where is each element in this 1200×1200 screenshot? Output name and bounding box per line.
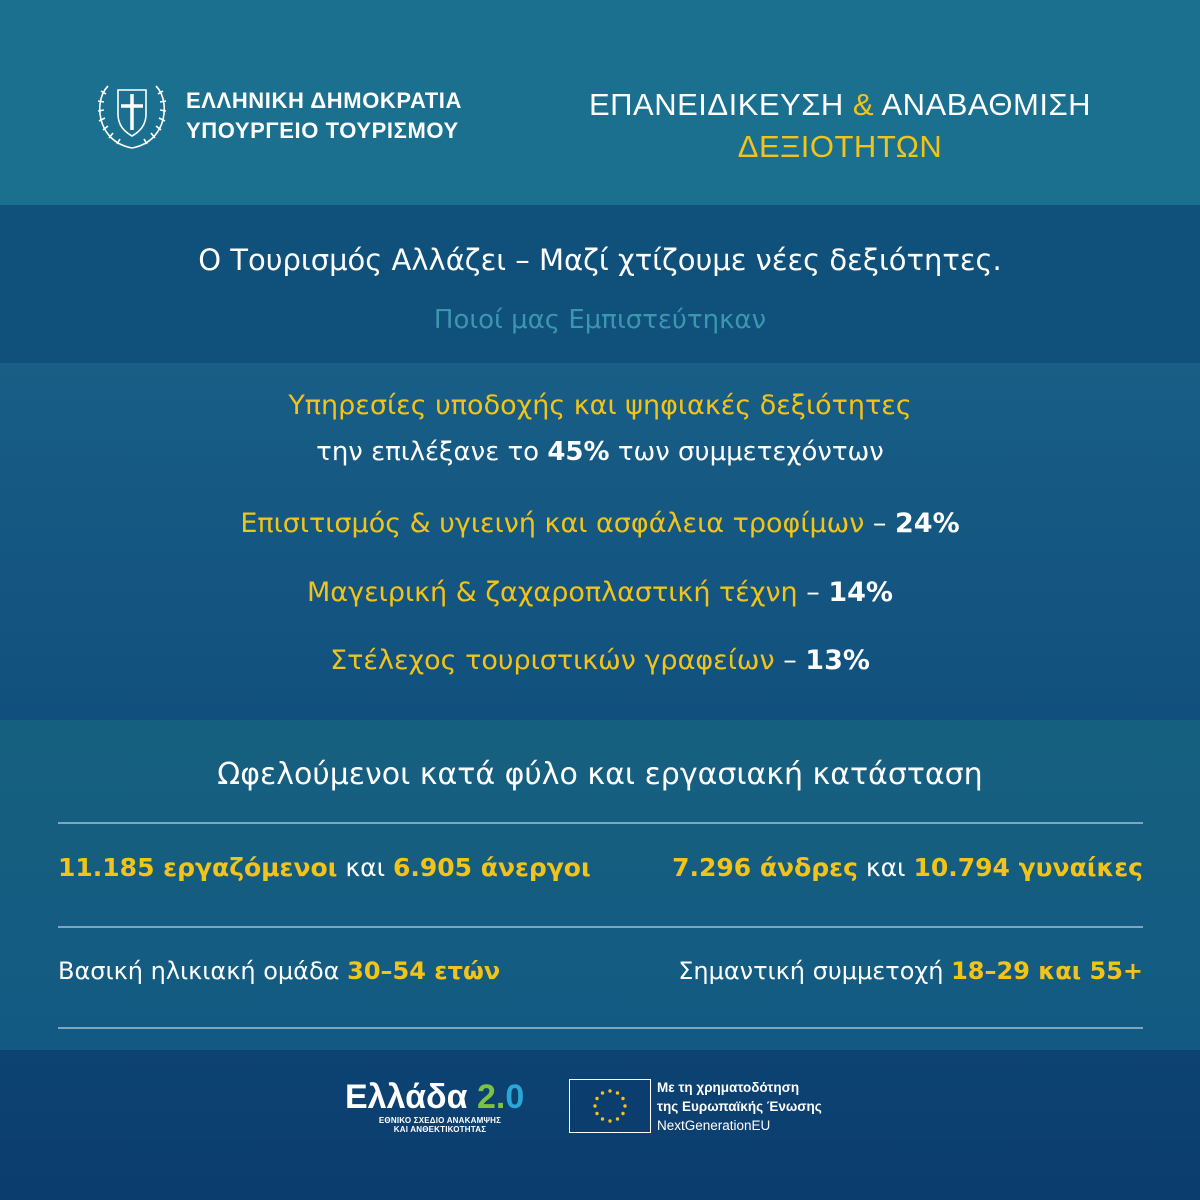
top-preference-text-b: των συμμετεχόντων [609, 437, 884, 467]
ellada-word: Ελλάδα [345, 1078, 477, 1116]
preference-separator: – [774, 645, 806, 676]
age-other-stat [678, 957, 1143, 985]
top-preference-percent: 45% [547, 437, 610, 467]
ministry-name [186, 86, 462, 146]
age-main-value: 30–54 ετών [347, 957, 501, 985]
preference-percent: 24% [895, 508, 960, 539]
program-title-line1 [560, 84, 1120, 126]
employment-stat [58, 853, 591, 882]
employed-count: 11.185 εργαζόμενοι [58, 853, 338, 882]
eu-funding-line1: Με τη χρηματοδότηση [657, 1080, 800, 1095]
preference-percent: 14% [828, 577, 893, 608]
age-main-stat [58, 957, 500, 985]
ellada-2-logo [345, 1078, 545, 1148]
age-other-label: Σημαντική συμμετοχή [678, 957, 952, 985]
ministry-line1: ΕΛΛΗΝΙΚΗ ΔΗΜΟΚΡΑΤΙΑ [186, 88, 462, 113]
eu-star [595, 1112, 598, 1115]
preference-separator: – [864, 508, 895, 539]
divider [58, 822, 1143, 824]
preference-separator: – [797, 577, 829, 608]
greek-emblem-icon [92, 74, 172, 154]
eu-star [621, 1097, 624, 1100]
ellada-subtitle-line1: ΕΘΝΙΚΟ ΣΧΕΔΙΟ ΑΝΑΚΑΜΨΗΣ [378, 1116, 502, 1125]
beneficiaries-title: Ωφελούμενοι κατά φύλο και εργασιακή κατάσταση [217, 757, 983, 792]
eu-star [601, 1091, 604, 1094]
headline-subtitle: Ποιοί μας Εμπιστεύτηκαν [433, 305, 767, 335]
eu-star [621, 1112, 624, 1115]
ellada-version-a: 2. [476, 1078, 506, 1116]
preference-item [0, 577, 1200, 608]
top-preference-text-a: την επιλέξανε το [316, 437, 548, 467]
program-title-line2: ΔΕΞΙΟΤΗΤΩΝ [737, 129, 943, 164]
program-word-reskilling: ΕΠΑΝΕΙΔΙΚΕΥΣΗ [588, 87, 853, 122]
ellada-2-wordmark [345, 1078, 545, 1116]
employment-and: και [337, 853, 393, 882]
program-word-upgrade: ΑΝΑΒΑΘΜΙΣΗ [874, 87, 1092, 122]
ellada-version-b: 0 [505, 1078, 525, 1116]
eu-star [601, 1117, 604, 1120]
age-other-value: 18–29 και 55+ [951, 957, 1143, 985]
ellada-subtitle-line2: ΚΑΙ ΑΝΘΕΚΤΙΚΟΤΗΤΑΣ [393, 1125, 487, 1134]
top-preference-label: Υπηρεσίες υποδοχής και ψηφιακές δεξιότητες [288, 390, 912, 421]
headline-band [0, 205, 1200, 363]
program-ampersand: & [852, 87, 875, 122]
eu-star [616, 1091, 619, 1094]
gender-and: και [857, 853, 914, 882]
ministry-line2: ΥΠΟΥΡΓΕΙΟ ΤΟΥΡΙΣΜΟΥ [186, 118, 459, 143]
headline-title: Ο Τουρισμός Αλλάζει – Μαζί χτίζουμε νέες δεξιότητες. [198, 243, 1002, 277]
eu-star [593, 1104, 596, 1107]
eu-flag-icon [569, 1079, 651, 1133]
preference-label: Στέλεχος τουριστικών γραφείων [330, 645, 775, 676]
top-preference-text [0, 437, 1200, 467]
men-count: 7.296 άνδρες [672, 853, 858, 882]
age-main-label: Βασική ηλικιακή ομάδα [58, 957, 348, 985]
gender-stat [672, 853, 1143, 882]
divider [58, 926, 1143, 928]
women-count: 10.794 γυναίκες [913, 853, 1143, 882]
preference-item [0, 645, 1200, 676]
eu-funding-line3: NextGenerationEU [657, 1118, 771, 1133]
preference-label: Επισιτισμός & υγιεινή και ασφάλεια τροφίμων [240, 508, 865, 539]
divider [58, 1027, 1143, 1029]
preference-item [0, 508, 1200, 539]
eu-star [623, 1104, 626, 1107]
eu-star [595, 1097, 598, 1100]
eu-star [608, 1089, 611, 1092]
eu-funding-text [657, 1078, 822, 1135]
eu-star [608, 1119, 611, 1122]
preference-percent: 13% [805, 645, 870, 676]
program-title [560, 84, 1120, 168]
eu-star [616, 1117, 619, 1120]
preference-label: Μαγειρική & ζαχαροπλαστική τέχνη [307, 577, 798, 608]
eu-funding-line2: της Ευρωπαϊκής Ένωσης [657, 1099, 822, 1114]
unemployed-count: 6.905 άνεργοι [392, 853, 591, 882]
